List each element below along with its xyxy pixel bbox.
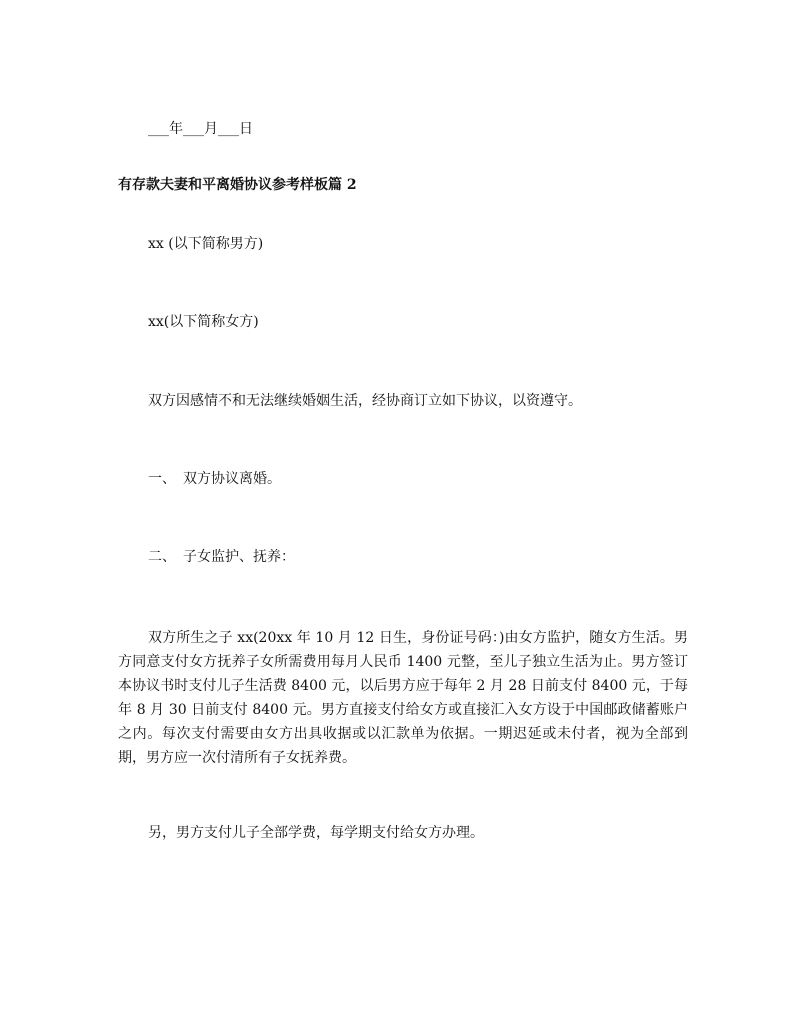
custody-paragraph: 双方所生之子 xx(20xx 年 10 月 12 日生，身份证号码：)由女方监护，随女方生活。男方同意支付女方抚养子女所需费用每月人民币 1400 元整，至儿子独立生活为止。男方签订本协议书时支付儿子生活费 8400 元，以后男方应于每年 2 月 28 日前支付 8400 元，于每年 8 月 30 日前支付 8400 元。男方直接支付给女方或直接汇入女方设于中国邮政储蓄账户之内。每次支付需要由女方出具收据或以汇款单为依据。一期迟延或未付者，视为全部到期，男方应一次付清所有子女抚养费。	[118, 630, 688, 766]
date-line: ___年___月___日	[148, 121, 253, 137]
document-heading: 有存款夫妻和平离婚协议参考样板篇 2	[118, 177, 357, 193]
tuition-paragraph: 另，男方支付儿子全部学费，每学期支付给女方办理。	[148, 825, 484, 841]
clause-1: 一、 双方协议离婚。	[148, 471, 281, 487]
party-female: xx(以下简称女方)	[148, 314, 259, 330]
party-male: xx (以下简称男方)	[148, 236, 264, 252]
intro-paragraph: 双方因感情不和无法继续婚姻生活，经协商订立如下协议，以资遵守。	[148, 393, 582, 409]
clause-2: 二、 子女监护、抚养：	[148, 549, 295, 565]
